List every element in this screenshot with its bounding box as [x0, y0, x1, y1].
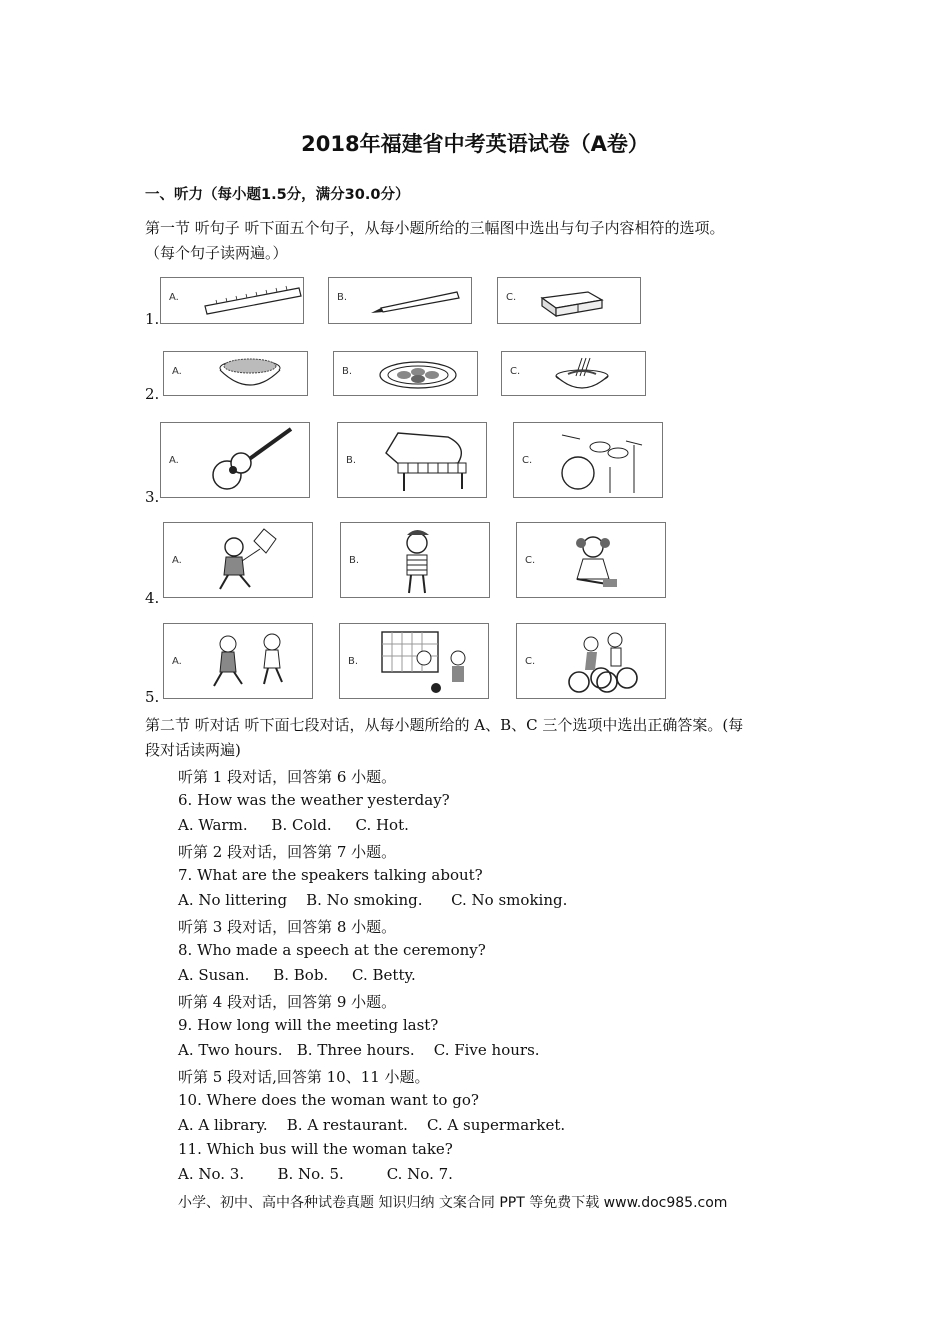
question-number: 1. [145, 310, 160, 328]
answer-options: A. Susan. B. Bob. C. Betty. [178, 966, 416, 984]
girl-sitting-icon [517, 523, 667, 599]
option-letter: B. [342, 366, 353, 377]
part1-instructions-line1: 第一节 听句子 听下面五个句子，从每小题所给的三幅图中选出与句子内容相符的选项。 [145, 219, 725, 237]
question-number: 2. [145, 385, 160, 403]
answer-options: A. No. 3. B. No. 5. C. No. 7. [178, 1165, 453, 1183]
option-letter: B. [337, 292, 348, 303]
dialog-instruction: 听第 5 段对话,回答第 10、11 小题。 [178, 1068, 430, 1086]
option-letter: B. [348, 656, 359, 667]
boy-flying-kite-icon [164, 523, 314, 599]
part2-instructions-line1: 第二节 听对话 听下面七段对话，从每小题所给的 A、B、C 三个选项中选出正确答案。(每 [145, 716, 744, 734]
dialog-instruction: 听第 2 段对话，回答第 7 小题。 [178, 843, 397, 861]
option-letter: A. [172, 555, 182, 566]
option-letter: A. [169, 455, 179, 466]
answer-options: A. Two hours. B. Three hours. C. Five hours. [178, 1041, 540, 1059]
picture-option[interactable] [497, 277, 641, 324]
picture-option[interactable] [328, 277, 472, 324]
option-letter: A. [172, 366, 182, 377]
dialog-instruction: 听第 3 段对话，回答第 8 小题。 [178, 918, 397, 936]
question-text: 8. Who made a speech at the ceremony? [178, 941, 486, 959]
piano-icon [338, 423, 488, 499]
question-number: 4. [145, 589, 160, 607]
guitar-icon [161, 423, 311, 499]
picture-option[interactable] [516, 623, 666, 699]
question-number: 5. [145, 688, 160, 706]
pencil-icon [329, 278, 473, 325]
picture-option[interactable] [163, 623, 313, 699]
footer-watermark[interactable]: 小学、初中、高中各种试卷真题 知识归纳 文案合同 PPT 等免费下载 www.doc985.com [178, 1195, 728, 1211]
part2-instructions [145, 713, 815, 763]
part1-instructions-line2: （每个句子读两遍。） [145, 244, 288, 262]
dumplings-plate-icon [334, 352, 479, 397]
picture-option[interactable] [337, 422, 487, 498]
picture-option[interactable] [340, 522, 490, 598]
picture-option[interactable] [160, 277, 304, 324]
dialog-instruction: 听第 4 段对话，回答第 9 小题。 [178, 993, 397, 1011]
picture-option[interactable] [501, 351, 646, 396]
option-letter: A. [169, 292, 179, 303]
option-letter: C. [525, 656, 536, 667]
noodles-bowl-icon [502, 352, 647, 397]
option-letter: C. [525, 555, 536, 566]
picture-option[interactable] [339, 623, 489, 699]
children-playing-soccer-icon [340, 624, 490, 700]
option-letter: A. [172, 656, 182, 667]
question-text: 6. How was the weather yesterday? [178, 791, 450, 809]
picture-option[interactable] [333, 351, 478, 396]
eraser-icon [498, 278, 642, 325]
boy-standing-icon [341, 523, 491, 599]
answer-options: A. A library. B. A restaurant. C. A supermarket. [178, 1116, 566, 1134]
picture-option[interactable] [513, 422, 663, 498]
picture-option[interactable] [163, 351, 308, 396]
part2-instructions-line2: 段对话读两遍) [145, 741, 241, 759]
section-heading-listening: 一、听力（每小题1.5分，满分30.0分） [145, 187, 410, 203]
children-riding-bikes-icon [517, 624, 667, 700]
question-text: 10. Where does the woman want to go? [178, 1091, 479, 1109]
option-letter: B. [349, 555, 360, 566]
answer-options: A. Warm. B. Cold. C. Hot. [178, 816, 409, 834]
drums-icon [514, 423, 664, 499]
page-title: 2018年福建省中考英语试卷（A卷） [301, 132, 649, 156]
rice-bowl-icon [164, 352, 309, 397]
children-skating-icon [164, 624, 314, 700]
option-letter: C. [522, 455, 533, 466]
question-text: 7. What are the speakers talking about? [178, 866, 483, 884]
dialog-instruction: 听第 1 段对话，回答第 6 小题。 [178, 768, 397, 786]
picture-option[interactable] [516, 522, 666, 598]
question-number: 3. [145, 488, 160, 506]
option-letter: B. [346, 455, 357, 466]
option-letter: C. [510, 366, 521, 377]
ruler-icon [161, 278, 305, 325]
picture-option[interactable] [163, 522, 313, 598]
question-text: 11. Which bus will the woman take? [178, 1140, 453, 1158]
option-letter: C. [506, 292, 517, 303]
picture-option[interactable] [160, 422, 310, 498]
part1-instructions [145, 216, 815, 266]
question-text: 9. How long will the meeting last? [178, 1016, 439, 1034]
answer-options: A. No littering B. No smoking. C. No smoking. [178, 891, 568, 909]
